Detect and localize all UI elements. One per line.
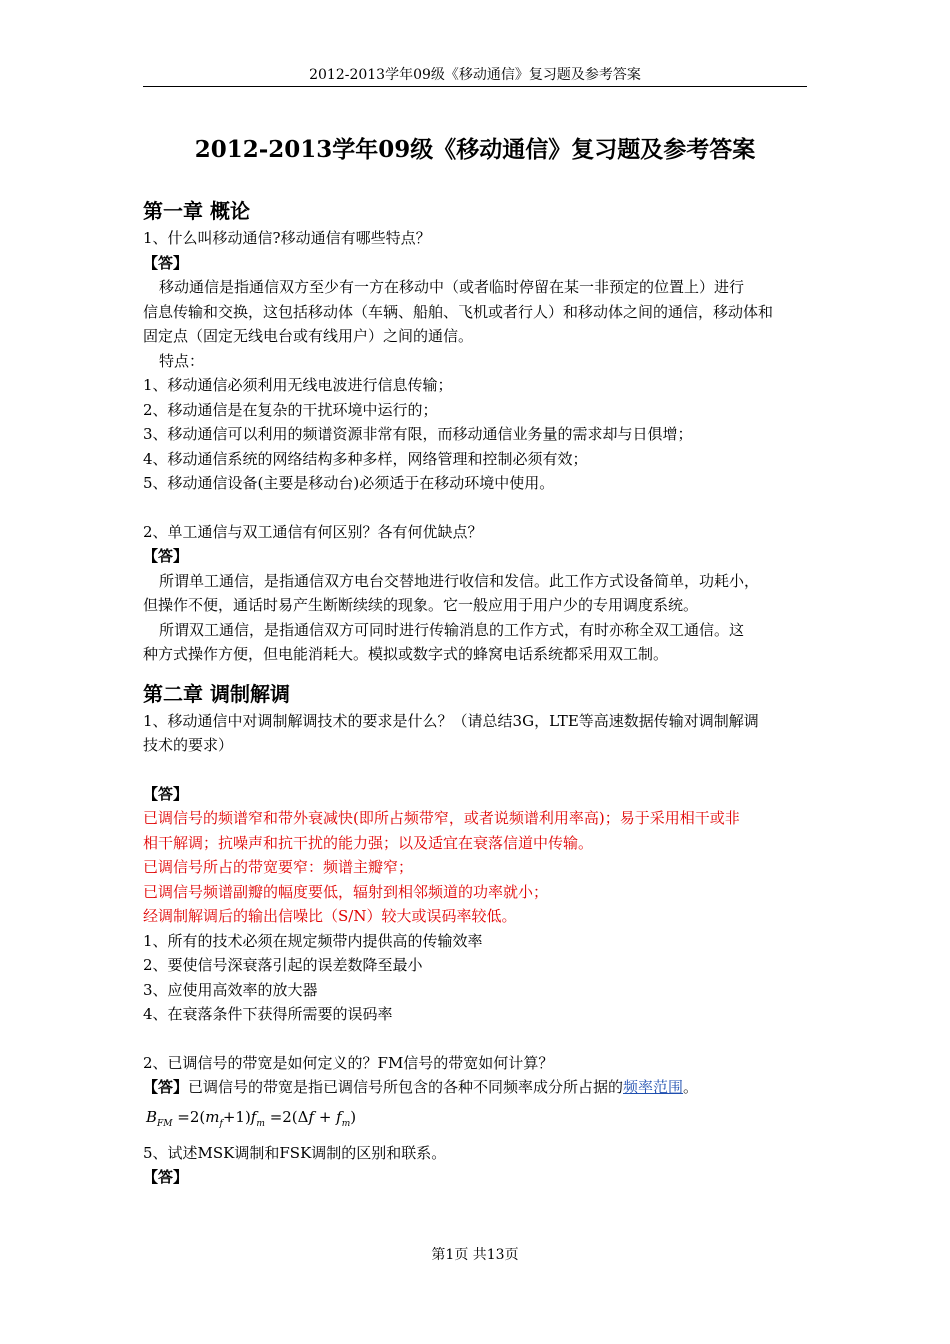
answer-end: 。 (683, 1078, 699, 1096)
simplex-paragraph-line: 但操作不便，通话时易产生断断续续的现象。它一般应用于用户少的专用调度系统。 (143, 596, 699, 614)
answer-paragraph-line: 移动通信是指通信双方至少有一方在移动中（或者临时停留在某一非预定的位置上）进行 (159, 278, 745, 296)
red-answer-line: 经调制解调后的输出信噪比（S/N）较大或误码率较低。 (143, 907, 517, 925)
answer-text: 已调信号的带宽是指已调信号所包含的各种不同频率成分所占据的 (188, 1078, 624, 1096)
red-answer-line: 已调信号所占的带宽要窄：频谱主瓣窄； (143, 858, 414, 876)
answer-label: 【答】 (143, 1168, 189, 1186)
red-answer-line: 相干解调；抗噪声和抗干扰的能力强；以及适宜在衰落信道中传输。 (143, 833, 594, 852)
feature-item: 4、移动通信系统的网络结构多种多样，网络管理和控制必须有效； (143, 449, 588, 468)
feature-item: 2、移动通信是在复杂的干扰环境中运行的； (143, 400, 438, 419)
duplex-paragraph-line: 所谓双工通信，是指通信双方可同时进行传输消息的工作方式，有时亦称全双工通信。这 (159, 620, 745, 639)
spacer (143, 1027, 807, 1051)
answer-paragraph-line: 固定点（固定无线电台或有线用户）之间的通信。 (143, 327, 474, 345)
requirement-item: 1、所有的技术必须在规定频带内提供高的传输效率 (143, 931, 483, 950)
question-2-2: 2、已调信号的带宽是如何定义的？FM信号的带宽如何计算？ (143, 1053, 554, 1072)
answer-2-2 (143, 1075, 807, 1100)
running-header: 2012-2013学年09级《移动通信》复习题及参考答案 (309, 67, 641, 83)
question-1-1: 1、什么叫移动通信?移动通信有哪些特点？ (143, 229, 431, 247)
answer-label: 【答】 (143, 784, 189, 803)
requirement-item: 2、要使信号深衰落引起的误差数降至最小 (143, 956, 423, 974)
requirement-item: 4、在衰落条件下获得所需要的误码率 (143, 1005, 393, 1023)
spacer (143, 667, 807, 679)
question-2-1-line: 1、移动通信中对调制解调技术的要求是什么？（请总结3G，LTE等高速数据传输对调制解调 (143, 711, 759, 730)
header-divider (143, 86, 807, 87)
feature-item: 1、移动通信必须利用无线电波进行信息传输； (143, 376, 453, 394)
question-1-2: 2、单工通信与双工通信有何区别？各有何优缺点？ (143, 522, 483, 541)
red-answer-line: 已调信号频谱副瓣的幅度要低，辐射到相邻频道的功率就小； (143, 882, 549, 901)
answer-paragraph-line: 信息传输和交换，这包括移动体（车辆、船舶、飞机或者行人）和移动体之间的通信，移动体和 (143, 302, 774, 321)
chapter-1-heading: 第一章 概论 (143, 199, 250, 223)
document-body (143, 196, 807, 1190)
spacer (143, 496, 807, 520)
fm-bandwidth-formula: $B_{FM} =2(m_f+1)f_m =2(\Delta f + f_m)$ (146, 1107, 357, 1129)
feature-item: 3、移动通信可以利用的频谱资源非常有限，而移动通信业务量的需求却与日俱增； (143, 425, 693, 443)
answer-label: 【答】 (143, 1078, 189, 1096)
simplex-paragraph-line: 所谓单工通信，是指通信双方电台交替地进行收信和发信。此工作方式设备简单，功耗小， (159, 571, 760, 590)
question-2-5: 5、试述MSK调制和FSK调制的区别和联系。 (143, 1143, 447, 1162)
answer-label: 【答】 (143, 547, 189, 565)
spacer (143, 758, 807, 782)
features-label: 特点： (159, 351, 205, 370)
feature-item: 5、移动通信设备(主要是移动台)必须适于在移动环境中使用。 (143, 474, 555, 492)
document-title: 2012-2013学年09级《移动通信》复习题及参考答案 (194, 136, 756, 163)
duplex-paragraph-line: 种方式操作方便，但电能消耗大。模拟或数字式的蜂窝电话系统都采用双工制。 (143, 645, 669, 663)
chapter-2-heading: 第二章 调制解调 (143, 681, 290, 706)
red-answer-line: 已调信号的频谱窄和带外衰减快(即所占频带窄，或者说频谱利用率高)；易于采用相干或非 (143, 809, 740, 827)
answer-label: 【答】 (143, 253, 189, 272)
question-2-1-line: 技术的要求） (143, 736, 234, 754)
frequency-range-link[interactable]: 频率范围 (623, 1078, 684, 1096)
page-footer: 第1页 共13页 (431, 1247, 519, 1263)
requirement-item: 3、应使用高效率的放大器 (143, 980, 318, 999)
